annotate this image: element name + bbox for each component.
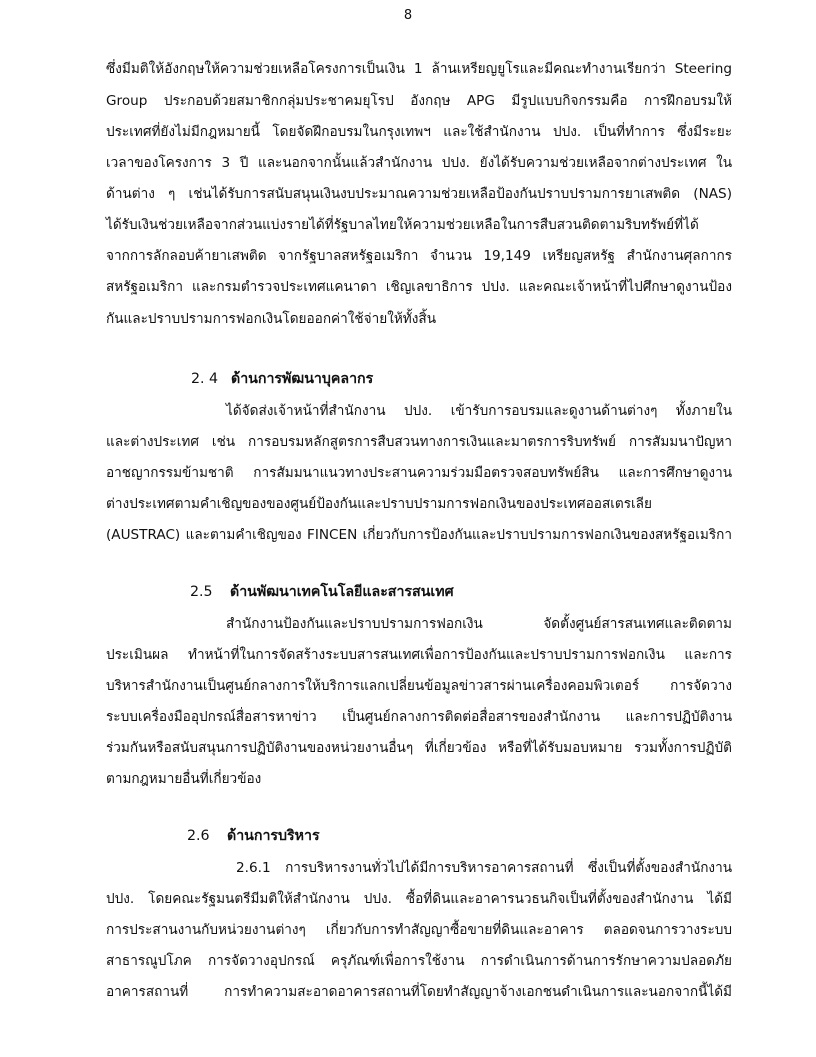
section-heading <box>187 826 320 846</box>
paragraph-line: Group ประกอบด้วยสมาชิกกลุ่มประชาคมยุโรป อังกฤษ APG มีรูปแบบกิจกรรมคือ การฝึกอบรมให้ <box>106 93 732 109</box>
paragraph-line: ได้จัดส่งเจ้าหน้าที่สำนักงาน ปปง. เข้ารับการอบรมและดูงานด้านต่างๆ ทั้งภายใน <box>226 403 732 419</box>
paragraph-line: ร่วมกันหรือสนับสนุนการปฏิบัติงานของหน่วยงานอื่นๆ ที่เกี่ยวข้อง หรือที่ได้รับมอบหมาย รวมทั้งการปฏิบัติ <box>106 740 732 756</box>
paragraph-line: ปปง. โดยคณะรัฐมนตรีมีมติให้สำนักงาน ปปง. ซื้อที่ดินและอาคารนวธนกิจเป็นที่ตั้งของสำนักงาน ได้มี <box>106 891 732 907</box>
paragraph-line: ประเมินผล ทำหน้าที่ในการจัดสร้างระบบสารสนเทศเพื่อการป้องกันและปราบปรามการฟอกเงิน และการ <box>106 647 732 663</box>
paragraph-line: ตามกฎหมายอื่นที่เกี่ยวข้อง <box>106 771 262 787</box>
paragraph-line: 2.6.1 การบริหารงานทั่วไปได้มีการบริหารอาคารสถานที่ ซึ่งเป็นที่ตั้งของสำนักงาน <box>236 860 732 876</box>
section-heading <box>191 369 373 389</box>
paragraph-line: สาธารณูปโภค การจัดวางอุปกรณ์ ครุภัณฑ์เพื่อการใช้งาน การดำเนินการด้านการรักษาความปลอดภัย <box>106 953 732 969</box>
paragraph-line: สำนักงานป้องกันและปราบปรามการฟอกเงิน จัดตั้งศูนย์สารสนเทศและติดตาม <box>226 616 732 632</box>
paragraph-line: บริหารสำนักงานเป็นศูนย์กลางการให้บริการแลกเปลี่ยนข้อมูลข่าวสารผ่านเครื่องคอมพิวเตอร์ การจัดวาง <box>106 678 732 694</box>
section-number: 2.6 <box>187 828 210 844</box>
section-title: ด้านการบริหาร <box>227 828 320 844</box>
page-number: 8 <box>403 8 413 23</box>
paragraph-line: อาคารสถานที่ การทำความสะอาดอาคารสถานที่โดยทำสัญญาจ้างเอกชนดำเนินการและนอกจากนี้ได้มี <box>106 984 732 1000</box>
paragraph-line: สหรัฐอเมริกา และกรมตำรวจประเทศแคนาดา เชิญเลขาธิการ ปปง. และคณะเจ้าหน้าที่ไปศึกษาดูงานป้อง <box>106 279 732 295</box>
paragraph-line: และต่างประเทศ เช่น การอบรมหลักสูตรการสืบสวนทางการเงินและมาตรการริบทรัพย์ การสัมมนาปัญหา <box>106 434 732 450</box>
paragraph-line: ด้านต่าง ๆ เช่นได้รับการสนับสนุนเงินงบประมาณความช่วยเหลือป้องกันปราบปรามการยาเสพติด (NAS) <box>106 186 732 202</box>
paragraph-line: จากการลักลอบค้ายาเสพติด จากรัฐบาลสหรัฐอเมริกา จำนวน 19,149 เหรียญสหรัฐ สำนักงานศุลกากร <box>106 248 732 264</box>
section-title: ด้านพัฒนาเทคโนโลยีและสารสนเทศ <box>230 584 454 600</box>
section-number: 2.5 <box>190 584 213 600</box>
paragraph-line: การประสานงานกับหน่วยงานต่างๆ เกี่ยวกับการทำสัญญาซื้อขายที่ดินและอาคาร ตลอดจนการวางระบบ <box>106 922 732 938</box>
paragraph-line: ระบบเครื่องมืออุปกรณ์สื่อสารหาข่าว เป็นศูนย์กลางการติดต่อสื่อสารของสำนักงาน และการปฏิบัติงาน <box>106 709 732 725</box>
section-heading <box>190 582 454 602</box>
paragraph-line: ต่างประเทศตามคำเชิญของของศูนย์ป้องกันและปราบปรามการฟอกเงินของประเทศออสเตรเลีย <box>106 496 652 512</box>
section-number: 2. 4 <box>191 371 219 387</box>
paragraph-line: (AUSTRAC) และตามคำเชิญของ FINCEN เกี่ยวกับการป้องกันและปราบปรามการฟอกเงินของสหรัฐอเมริกา <box>106 527 732 543</box>
paragraph-line: ซึ่งมีมติให้อังกฤษให้ความช่วยเหลือโครงการเป็นเงิน 1 ล้านเหรียญยูโรและมีคณะทำงานเรียกว่า Steering <box>106 61 732 77</box>
paragraph-line: ได้รับเงินช่วยเหลือจากส่วนแบ่งรายได้ที่รัฐบาลไทยให้ความช่วยเหลือในการสืบสวนติดตามริบทรัพย์ที่ได้ <box>106 217 699 233</box>
paragraph-line: กันและปราบปรามการฟอกเงินโดยออกค่าใช้จ่ายให้ทั้งสิ้น <box>106 311 436 327</box>
paragraph-line: อาชญากรรมข้ามชาติ การสัมมนาแนวทางประสานความร่วมมือตรวจสอบทรัพย์สิน และการศึกษาดูงาน <box>106 465 732 481</box>
paragraph-line: เวลาของโครงการ 3 ปี และนอกจากนั้นแล้วสำนักงาน ปปง. ยังได้รับความช่วยเหลือจากต่างประเทศ ใน <box>106 155 732 171</box>
section-title: ด้านการพัฒนาบุคลากร <box>231 371 374 387</box>
paragraph-line: ประเทศที่ยังไม่มีกฎหมายนี้ โดยจัดฝึกอบรมในกรุงเทพฯ และใช้สำนักงาน ปปง. เป็นที่ทำการ ซึ่งมีระยะ <box>106 124 732 140</box>
